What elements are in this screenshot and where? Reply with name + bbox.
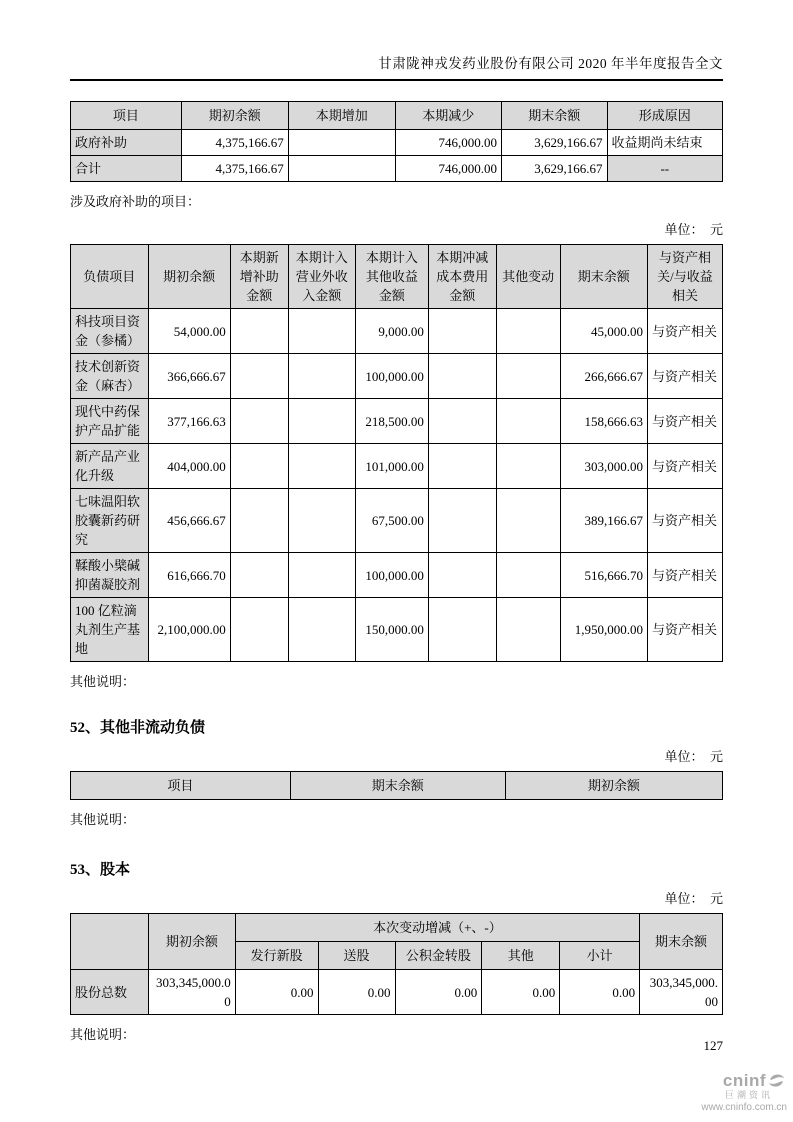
cell-other-changes [496,354,560,399]
section-52-title: 52、其他非流动负债 [70,720,206,736]
cell-opening: 404,000.00 [148,444,230,489]
cell-new-grant [230,553,288,598]
hdr-increase: 本期增加 [288,102,395,130]
hdr-other-income: 本期计入其他收益金额 [355,245,428,309]
cell-cost-offset [428,309,496,354]
hdr-corner-blank [71,914,149,970]
other-note: 其他说明： [70,812,136,827]
cell-nonoperating [288,309,355,354]
table-header-row [71,102,723,130]
cell-item: 政府补助 [71,130,182,156]
cell-cost-offset [428,598,496,662]
cell-decrease: 746,000.00 [395,156,501,182]
cell-new-grant [230,354,288,399]
cell-other-changes [496,553,560,598]
cell-related: 与资产相关 [647,489,722,553]
table-row [71,553,723,598]
cell-closing: 389,166.67 [560,489,647,553]
cell-new-grant [230,399,288,444]
cell-other: 0.00 [482,970,560,1015]
cell-cost-offset [428,553,496,598]
gov-grant-note: 涉及政府补助的项目： [70,194,201,209]
cninfo-logo [701,1072,787,1113]
cell-closing: 303,345,000.00 [640,970,723,1015]
cell-other-income: 101,000.00 [355,444,428,489]
hdr-closing-balance: 期末余额 [560,245,647,309]
cell-reserve-conversion: 0.00 [395,970,482,1015]
cell-new-grant [230,444,288,489]
government-grant-summary-table [70,101,723,182]
table-header-row [71,245,723,309]
cninfo-logo-row [723,1072,785,1089]
cell-project: 100 亿粒滴丸剂生产基地 [71,598,149,662]
cell-new-grant [230,598,288,662]
cell-bonus-shares: 0.00 [318,970,395,1015]
cell-opening: 456,666.67 [148,489,230,553]
cell-opening: 616,666.70 [148,553,230,598]
cell-opening: 4,375,166.67 [181,130,288,156]
other-note: 其他说明： [70,1027,136,1042]
cell-subtotal: 0.00 [560,970,640,1015]
document-header-title: 甘肃陇神戎发药业股份有限公司 2020 年半年度报告全文 [70,52,723,81]
cell-related: 与资产相关 [647,553,722,598]
hdr-reserve-conversion: 公积金转股 [395,942,482,970]
share-capital-table [70,913,723,1015]
hdr-item: 项目 [71,772,291,800]
cell-other-income: 218,500.00 [355,399,428,444]
cell-other-income: 150,000.00 [355,598,428,662]
cell-increase [288,156,395,182]
cell-opening: 54,000.00 [148,309,230,354]
hdr-opening-balance: 期初余额 [148,245,230,309]
cell-closing: 1,950,000.00 [560,598,647,662]
table-row [71,970,723,1015]
hdr-change-group: 本次变动增减（+、-） [235,914,639,942]
cell-nonoperating [288,598,355,662]
cell-decrease: 746,000.00 [395,130,501,156]
table-row [71,354,723,399]
cninfo-chinese-name: 巨潮资讯 [724,1090,773,1100]
cell-item: 合计 [71,156,182,182]
hdr-item: 项目 [71,102,182,130]
table-row-total [71,156,723,182]
cell-project: 科技项目资金（参橘） [71,309,149,354]
cell-project: 新产品产业化升级 [71,444,149,489]
page-number: 127 [703,1038,723,1053]
table-row [71,444,723,489]
hdr-other: 其他 [482,942,560,970]
cell-project: 技术创新资金（麻杏） [71,354,149,399]
cninfo-brand-text: cninf [722,1070,766,1090]
cell-nonoperating [288,553,355,598]
hdr-reason: 形成原因 [607,102,722,130]
cell-closing: 266,666.67 [560,354,647,399]
hdr-closing-balance: 期末余额 [501,102,607,130]
cell-new-shares: 0.00 [235,970,318,1015]
hdr-opening-balance: 期初余额 [148,914,235,970]
hdr-decrease: 本期减少 [395,102,501,130]
table-header-row [71,772,723,800]
other-noncurrent-liabilities-table [70,771,723,800]
hdr-new-shares: 发行新股 [235,942,318,970]
table-row [71,598,723,662]
cell-project: 七味温阳软胶囊新药研究 [71,489,149,553]
cell-closing: 516,666.70 [560,553,647,598]
cell-project: 现代中药保护产品扩能 [71,399,149,444]
cell-cost-offset [428,489,496,553]
hdr-other-changes: 其他变动 [496,245,560,309]
government-grant-detail-table [70,244,723,662]
cninfo-url: www.cninfo.com.cn [701,1102,787,1113]
cell-nonoperating [288,354,355,399]
cell-other-income: 100,000.00 [355,553,428,598]
cell-other-income: 67,500.00 [355,489,428,553]
unit-label: 单位： 元 [664,891,723,906]
other-note: 其他说明： [70,674,136,689]
cell-related: 与资产相关 [647,444,722,489]
cell-other-changes [496,444,560,489]
cell-increase [288,130,395,156]
unit-label: 单位： 元 [664,749,723,764]
cell-opening: 366,666.67 [148,354,230,399]
cell-total-shares-label: 股份总数 [71,970,149,1015]
cell-related: 与资产相关 [647,309,722,354]
cell-opening: 303,345,000.00 [148,970,235,1015]
cell-related: 与资产相关 [647,354,722,399]
cell-related: 与资产相关 [647,598,722,662]
table-row [71,309,723,354]
section-53-title: 53、股本 [70,862,131,878]
hdr-opening-balance: 期初余额 [505,772,722,800]
hdr-subtotal: 小计 [560,942,640,970]
cell-other-changes [496,489,560,553]
unit-label: 单位： 元 [664,222,723,237]
hdr-liability-item: 负债项目 [71,245,149,309]
cell-reason: -- [607,156,722,182]
hdr-closing-balance: 期末余额 [290,772,505,800]
hdr-bonus-shares: 送股 [318,942,395,970]
cell-opening: 4,375,166.67 [181,156,288,182]
cell-other-income: 9,000.00 [355,309,428,354]
cell-new-grant [230,489,288,553]
cell-nonoperating [288,399,355,444]
hdr-nonoperating-income: 本期计入营业外收入金额 [288,245,355,309]
cell-related: 与资产相关 [647,399,722,444]
hdr-new-grant: 本期新增补助金额 [230,245,288,309]
cell-closing: 3,629,166.67 [501,156,607,182]
cell-other-changes [496,399,560,444]
hdr-opening-balance: 期初余额 [181,102,288,130]
cell-other-changes [496,598,560,662]
hdr-closing-balance: 期末余额 [640,914,723,970]
cell-nonoperating [288,489,355,553]
cell-project: 鞣酸小檗碱抑菌凝胶剂 [71,553,149,598]
cell-reason: 收益期尚未结束 [607,130,722,156]
table-row [71,399,723,444]
table-header-row [71,914,723,942]
table-row [71,489,723,553]
cell-nonoperating [288,444,355,489]
cell-opening: 377,166.63 [148,399,230,444]
hdr-asset-income-related: 与资产相关/与收益相关 [647,245,722,309]
cell-other-changes [496,309,560,354]
cell-new-grant [230,309,288,354]
cell-opening: 2,100,000.00 [148,598,230,662]
cell-cost-offset [428,444,496,489]
cell-closing: 158,666.63 [560,399,647,444]
cell-closing: 45,000.00 [560,309,647,354]
cell-other-income: 100,000.00 [355,354,428,399]
cninfo-swirl-icon [768,1072,785,1089]
hdr-cost-offset: 本期冲减成本费用金额 [428,245,496,309]
cell-cost-offset [428,399,496,444]
cell-closing: 3,629,166.67 [501,130,607,156]
cell-cost-offset [428,354,496,399]
cell-closing: 303,000.00 [560,444,647,489]
table-row [71,130,723,156]
